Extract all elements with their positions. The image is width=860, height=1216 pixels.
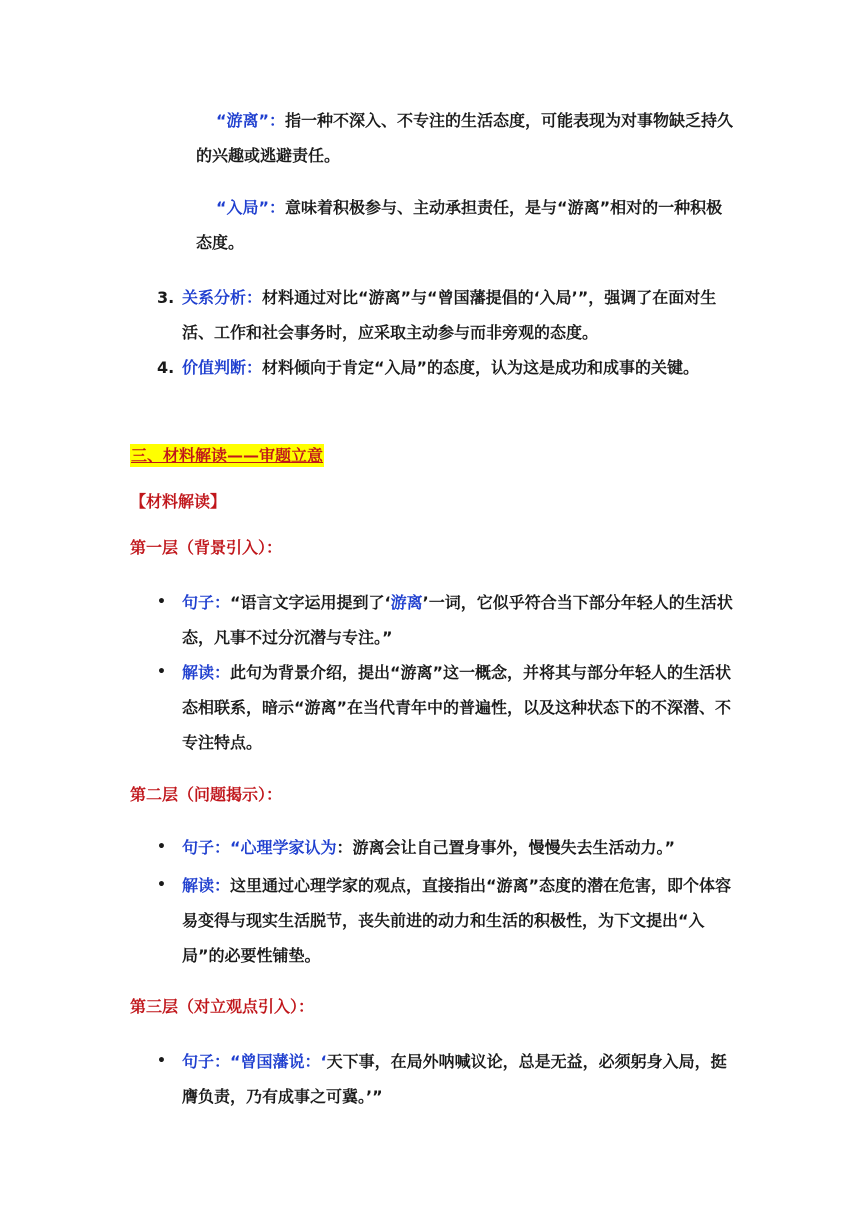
sentence-highlight: 游离: [390, 593, 423, 612]
bullet-icon: •: [157, 594, 166, 610]
sentence-text: “语言文字运用提到了‘: [230, 593, 391, 612]
sentence-label: 句子：: [182, 593, 231, 612]
sentence-label: 句子：: [182, 1052, 231, 1071]
layer-title: 第二层（问题揭示）：: [130, 785, 283, 804]
material-reading-heading: 【材料解读】: [130, 492, 227, 511]
bullet-icon: •: [157, 1053, 166, 1069]
reading-item: [182, 868, 736, 973]
sentence-highlight: “曾国藩说：‘: [230, 1052, 327, 1071]
reading-label: 解读：: [182, 876, 231, 895]
term-ruju: “入局”：: [216, 198, 286, 217]
sentence-text: 天下事，在局外呐喊议论，总是无益，必须躬身入局，挺膺负责，乃有成事之可冀。’”: [182, 1052, 727, 1106]
list-item-text: 材料倾向于肯定“入局”的态度，认为这是成功和成事的关键。: [262, 358, 700, 377]
definition-text: 意味着积极参与、主动承担责任，是与“游离”相对的一种积极态度。: [196, 198, 723, 252]
sentence-text: ’一词，它似乎符合当下部分年轻人的生活状态，凡事不过分沉潜与专注。”: [182, 593, 733, 647]
term-youli: “游离”：: [216, 111, 286, 130]
sentence-item: [182, 1044, 736, 1114]
definition-ruju: [196, 190, 736, 260]
sentence-label: 句子：: [182, 838, 231, 857]
definition-text: 指一种不深入、不专注的生活态度，可能表现为对事物缺乏持久的兴趣或逃避责任。: [196, 111, 734, 165]
list-item-label: 关系分析：: [182, 288, 263, 307]
layer-title: 第一层（背景引入）：: [130, 538, 283, 557]
reading-label: 解读：: [182, 663, 231, 682]
reading-item: [182, 655, 736, 760]
list-item-relation-analysis: [182, 280, 736, 350]
sentence-item: [182, 585, 736, 655]
sentence-text: ：游离会让自己置身事外，慢慢失去生活动力。”: [336, 838, 676, 857]
list-number: 3.: [157, 288, 175, 307]
layer-title: 第三层（对立观点引入）：: [130, 997, 315, 1016]
bullet-icon: •: [157, 664, 166, 680]
list-item-text: 材料通过对比“游离”与“曾国藩提倡的‘入局’”，强调了在面对生活、工作和社会事务时，应采取主动参与而非旁观的态度。: [182, 288, 717, 342]
bullet-icon: •: [157, 839, 166, 855]
list-item-label: 价值判断：: [182, 358, 263, 377]
sentence-highlight: “心理学家认为: [230, 838, 337, 857]
definition-youli: [196, 103, 736, 173]
reading-text: 这里通过心理学家的观点，直接指出“游离”态度的潜在危害，即个体容易变得与现实生活脱节，丧失前进的动力和生活的积极性，为下文提出“入局”的必要性铺垫。: [182, 876, 732, 965]
reading-text: 此句为背景介绍，提出“游离”这一概念，并将其与部分年轻人的生活状态相联系，暗示“游离”在当代青年中的普遍性，以及这种状态下的不深潜、不专注特点。: [182, 663, 732, 752]
section-heading-text: 三、材料解读——审题立意: [131, 446, 324, 465]
list-item-value-judgement: [182, 350, 736, 385]
sentence-item: [182, 830, 742, 865]
section-heading: [130, 438, 324, 473]
bullet-icon: •: [157, 877, 166, 893]
list-number: 4.: [157, 358, 175, 377]
